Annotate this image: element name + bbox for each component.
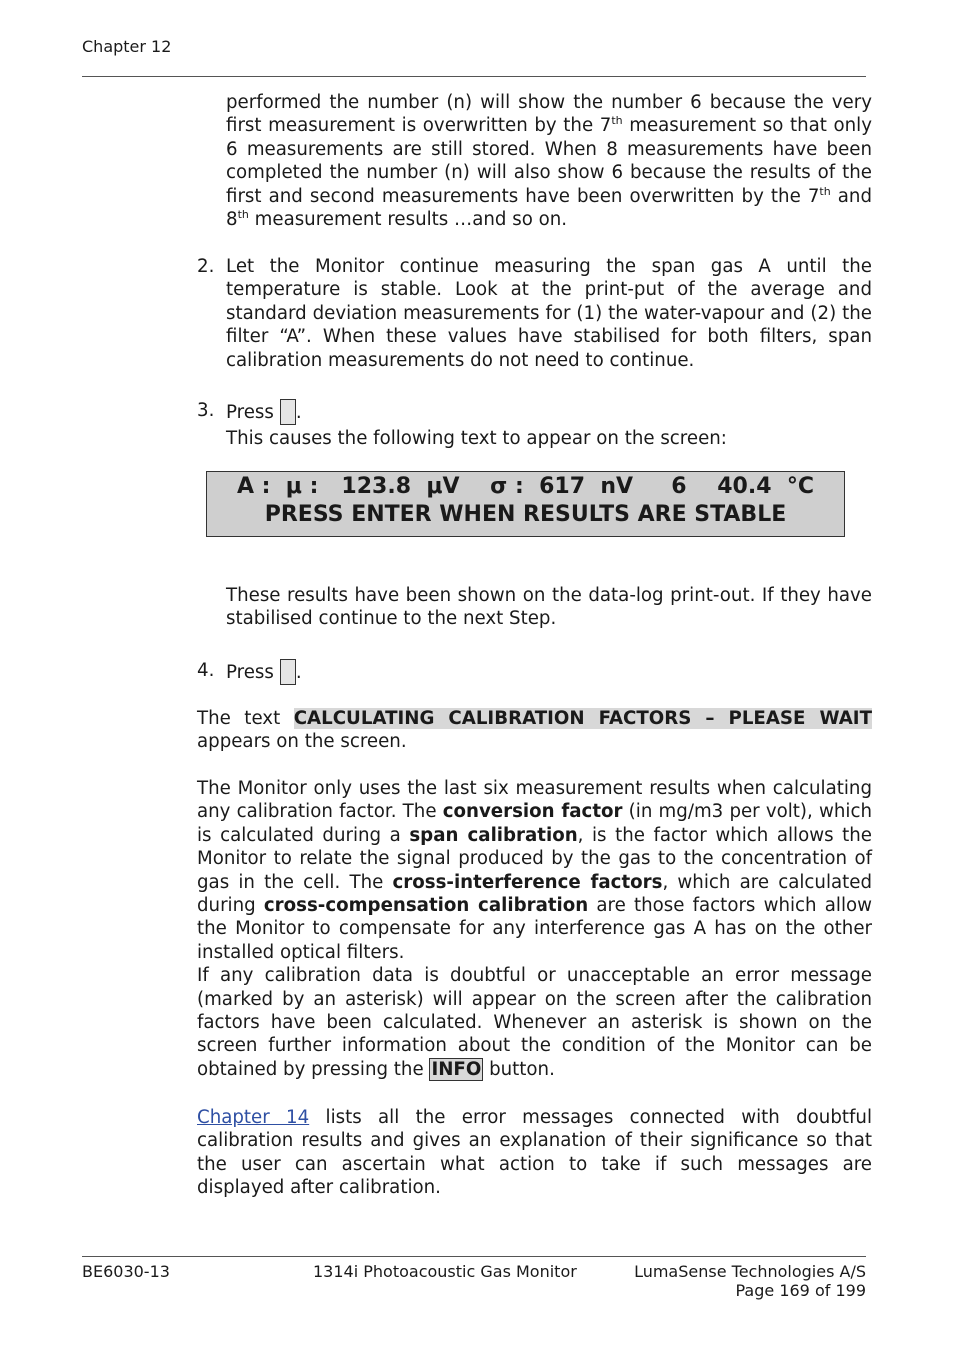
error-text-2: button. — [483, 1058, 555, 1080]
enter-key-icon — [280, 399, 296, 425]
step-2-number: 2. — [197, 256, 215, 277]
footer-company: LumaSense Technologies A/S — [634, 1262, 866, 1281]
calc-post: appears on the screen. — [197, 731, 407, 753]
info-key: INFO — [431, 1058, 482, 1080]
step-4-number: 4. — [197, 660, 215, 681]
enter-key-icon — [280, 659, 296, 685]
calc-pre: The text — [197, 708, 294, 729]
term-span-calibration: span calibration — [409, 824, 578, 846]
lcd-line-2: PRESS ENTER WHEN RESULTS ARE STABLE — [264, 502, 787, 527]
cont-text-4: measurement results …and so on. — [248, 209, 568, 231]
footer-rule — [82, 1256, 866, 1257]
step-3-press: Press — [226, 402, 274, 423]
step-2-paragraph: Let the Monitor continue measuring the span gas A until the temperature is stable. Look at the print-put of the average and standard deviation measurements for (1) the water-vapour and (2) the filter “A”. When these values have stabilised for both filters, span calibration measurements do not need to continue. — [226, 256, 872, 371]
cont-sup-3: th — [237, 207, 249, 221]
results-text: These results have been shown on the data-log print-out. If they have stabilised continue to the next Step. — [226, 585, 872, 630]
footer-doc-id: BE6030-13 — [82, 1262, 170, 1281]
term-cross-compensation: cross-compensation calibration — [263, 895, 589, 917]
monitor-text-5: are those factors which allow the Monitor to compensate for any interference gas A has on the other installed optical filters. — [197, 895, 873, 963]
footer-product: 1314i Photoacoustic Gas Monitor — [313, 1262, 577, 1281]
step-3-number: 3. — [197, 400, 215, 421]
error-text-1: If any calibration data is doubtful or unacceptable an error message (marked by an asterisk) will appear on the screen after the calibration factors have been calculated. Whenever an asterisk is shown on the screen further information about the condition of the Monitor can be obtained by pressing the — [197, 965, 872, 1080]
step-4-period: . — [295, 662, 302, 683]
monitor-text-3: , is the factor which allows the Monitor to relate the signal produced by the gas to the concentration of gas in the cell. The — [197, 824, 872, 893]
monitor-paragraph — [197, 777, 872, 1081]
chapter-14-link[interactable]: Chapter 14 — [197, 1107, 310, 1128]
lcd-line-1: A : μ : 123.8 μV σ : 617 nV 6 40.4 °C — [236, 474, 814, 499]
error-paragraph — [197, 964, 872, 1081]
step-4-text — [226, 659, 872, 685]
chapter14-paragraph — [197, 1106, 872, 1200]
step-3-line2: This causes the following text to appear on the screen: — [226, 428, 727, 449]
continued-paragraph — [226, 91, 872, 231]
results-paragraph — [226, 584, 872, 631]
step-3-text — [226, 399, 872, 450]
calculating-paragraph — [197, 707, 872, 754]
cont-text-2: measurement so that only 6 measurements are still stored. When 8 measurements have been completed the number (n) will also show 6 because the results of the first and second measurements have been overwritten by the 7 — [226, 115, 872, 207]
step-3-period: . — [295, 402, 302, 423]
calc-highlight: CALCULATING CALIBRATION FACTORS – PLEASE WAIT — [293, 708, 872, 729]
cont-text-3: and 8 — [226, 185, 872, 231]
monitor-text-4: , which are calculated during — [197, 871, 873, 917]
header-rule — [82, 76, 866, 77]
cont-sup-1: th — [611, 114, 623, 128]
cont-text-1: performed the number (n) will show the number 6 because the very first measurement is overwritten by the 7 — [226, 92, 872, 137]
chapter14-text: lists all the error messages connected with doubtful calibration results and gives an explanation of their significance so that the user can ascertain what action to take if such messages are displayed after calibration. — [197, 1107, 872, 1199]
monitor-text-2: (in mg/m3 per volt), which is calculated during a — [197, 801, 872, 846]
cont-sup-2: th — [819, 184, 831, 198]
step-2-text — [226, 255, 872, 372]
monitor-text-1: The Monitor only uses the last six measurement results when calculating any calibration factor. The — [197, 778, 872, 823]
footer-page-number: Page 169 of 199 — [735, 1281, 866, 1300]
term-conversion-factor: conversion factor — [442, 801, 623, 823]
lcd-display — [206, 471, 845, 537]
term-cross-interference: cross-interference factors — [392, 871, 663, 893]
chapter-header: Chapter 12 — [82, 37, 172, 56]
step-4-press: Press — [226, 662, 274, 683]
